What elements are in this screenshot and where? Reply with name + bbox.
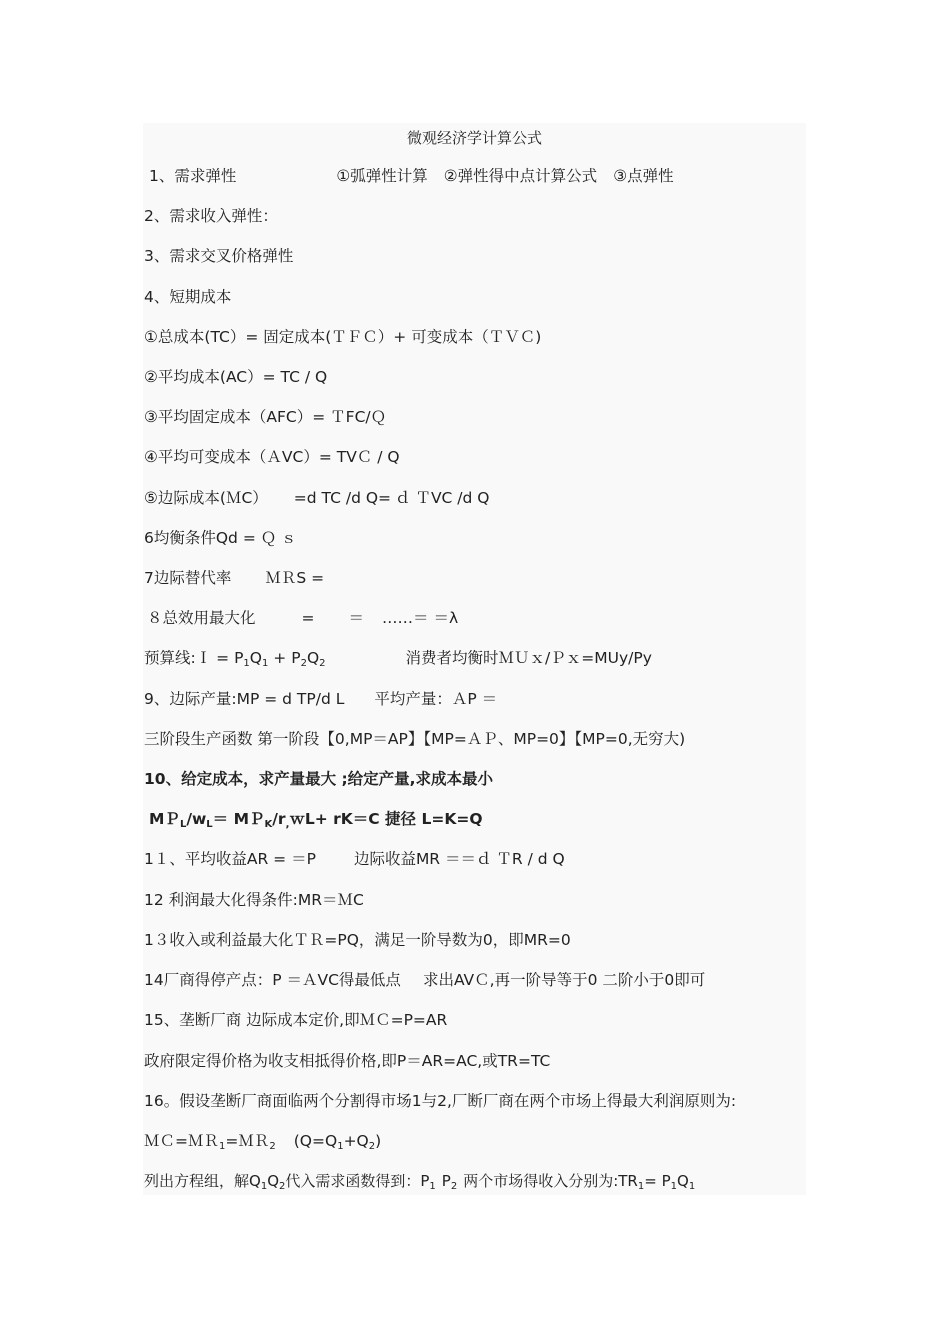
formula-line-12: ８总效用最大化 = ＝ ……＝ ＝λ [147, 609, 459, 627]
formula-line-23: 政府限定得价格为收支相抵得价格,即P＝AR=AC,或TR=TC [144, 1052, 551, 1070]
formula-line-13: 预算线:Ｉ = $P_1Q_1 + P_2Q_2$ 消费者均衡时ＭＵｘ/Ｐｘ=MUy/Py [144, 649, 652, 669]
formula-line-17: $MP_L/w_L=$ $MP_K/r_,wL+ rK=C$ 捷径 L=K=Q [149, 810, 483, 830]
formula-line-25: ＭＣ=ＭＲ$_1$=ＭＲ$_2$ $(Q=Q_1+Q_2)$ [144, 1132, 382, 1152]
formula-line-20: 1３收入或利益最大化ＴＲ=PQ，满足一阶导数为0，即MR=0 [144, 931, 571, 949]
formula-line-2: 2、需求收入弹性： [144, 207, 278, 225]
formula-line-22: 15、垄断厂商 边际成本定价,即ＭＣ=P=AR [144, 1011, 448, 1029]
formula-line-9: ⑤边际成本(ＭC） =d TC /d Q= ｄ ＴVC /d Q [144, 489, 490, 507]
formula-line-1: 1、需求弹性 ①弧弹性计算 ②弹性得中点计算公式 ③点弹性 [149, 167, 674, 185]
formula-line-5: ①总成本(TC）= 固定成本(ＴＦＣ）+ 可变成本（ＴＶＣ) [144, 328, 542, 346]
formula-line-26: 列出方程组，解$Q_1Q_2$代入需求函数得到：$P_1$ $P_2$ 两个市场得收入分别为$:TR_1= P_1Q_1$ [144, 1172, 696, 1192]
document-page [143, 123, 806, 1195]
formula-line-8: ④平均可变成本（ＡVC）= TVＣ / Q [144, 448, 400, 466]
formula-line-7: ③平均固定成本（AFC）= ＴFC/Ｑ [144, 408, 387, 426]
formula-line-15: 三阶段生产函数 第一阶段【0,MP＝AP】【MP=ＡＰ、MP=0】【MP=0,无穷大) [144, 730, 686, 748]
formula-line-10: 6均衡条件Qd = Ｑ ｓ [144, 529, 297, 547]
formula-line-6: ②平均成本(AC）= TC / Q [144, 368, 328, 386]
formula-line-24: 16。假设垄断厂商面临两个分割得市场1与2,厂断厂商在两个市场上得最大利润原则为: [144, 1092, 737, 1110]
formula-line-11: 7边际替代率 ＭＲS = [144, 569, 325, 587]
formula-line-14: 9、边际产量:MP = d TP/d L 平均产量：ＡP ＝ [144, 690, 498, 708]
formula-line-4: 4、短期成本 [144, 288, 232, 306]
formula-line-19: 12 利润最大化得条件:MR＝ＭC [144, 891, 364, 909]
formula-line-16: 10、给定成本，求产量最大 ;给定产量,求成本最小 [144, 770, 494, 788]
document-title: 微观经济学计算公式 [406, 129, 542, 147]
formula-line-3: 3、需求交叉价格弹性 [144, 247, 294, 265]
formula-line-18: 1１、平均收益AR = ＝P 边际收益MR ＝＝ｄ ＴR / d Q [144, 850, 565, 868]
formula-line-21: 14厂商得停产点：P ＝ＡVC得最低点 求出AVＣ,再一阶导等于0 二阶小于0即可 [144, 971, 706, 989]
